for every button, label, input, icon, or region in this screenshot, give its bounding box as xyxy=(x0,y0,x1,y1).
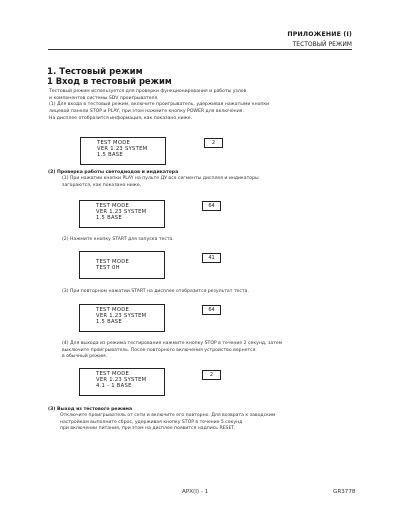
lcd-display-4 xyxy=(79,304,165,332)
intro-line: Тестовый режим используется для проверки функционирования и работы узлов xyxy=(49,89,247,94)
text-line: (1) При нажатии кнопки PLAY на пульте ДУ все сегменты дисплея и индикаторы xyxy=(62,176,259,181)
intro-line: На дисплее отобразится информация, как показано ниже. xyxy=(49,115,193,121)
lcd-line: TEST MODE xyxy=(96,259,130,265)
intro-line: лицевой панели STOP и PLAY, при этом нажмите кнопку POWER для включения. xyxy=(49,109,244,115)
section-a-title: (2) Проверка работы светодиодов и индикатора xyxy=(48,170,179,175)
key-indicator-2: 64 xyxy=(202,201,221,211)
lcd-line: VER 1.23 SYSTEM xyxy=(96,313,147,319)
lcd-display-2 xyxy=(79,200,165,228)
lcd-line: 1.5 BASE xyxy=(97,152,123,158)
lcd-display-5 xyxy=(79,368,165,396)
section-b-title: (3) Выход из тестового режима xyxy=(48,407,133,412)
lcd-line: TEST MODE xyxy=(96,203,130,209)
intro-paragraph xyxy=(49,89,269,123)
step-2-text: (2) Нажмите кнопку START для запуска теста. xyxy=(62,237,174,242)
text-line: выключите проигрыватель. После повторного включения устройство вернется xyxy=(62,347,256,353)
text-line: (4) Для выхода из режима тестирования нажмите кнопку STOP в течение 2 секунд, затем xyxy=(62,341,283,346)
section-a-text xyxy=(62,176,259,189)
lcd-line: TEST 0H xyxy=(96,265,120,271)
document-code: GR3778 xyxy=(333,489,356,495)
text-line: настройкам выполните сброс, удерживая кнопку STOP в течение 5 секунд xyxy=(60,419,243,425)
appendix-title: ПРИЛОЖЕНИЕ (I) xyxy=(287,31,352,38)
key-indicator-3: 41 xyxy=(202,253,221,263)
lcd-display-3 xyxy=(79,251,165,279)
lcd-line: TEST MODE xyxy=(97,140,131,146)
step-4-text xyxy=(62,341,282,361)
lcd-line: 1.5 BASE xyxy=(96,215,122,221)
lcd-line: VER 1.23 SYSTEM xyxy=(97,146,148,152)
key-indicator-5: 2 xyxy=(202,370,221,380)
text-line: загораются, как показано ниже. xyxy=(62,182,142,188)
page-number: APX(I) - 1 xyxy=(182,489,209,495)
lcd-display-1 xyxy=(80,137,166,165)
chapter-title: 1. Тестовый режим xyxy=(47,67,143,77)
lcd-line: VER 1.23 SYSTEM xyxy=(96,209,147,215)
header-divider xyxy=(48,49,352,50)
section-heading: 1 Вход в тестовый режим xyxy=(47,76,172,86)
text-line: при включении питания, при этом на дисплее появится надпись RESET. xyxy=(60,426,236,432)
lcd-line: TEST MODE xyxy=(96,371,130,377)
lcd-line: TEST MODE xyxy=(96,307,130,313)
intro-line: (1) Для входа в тестовый режим, включите проигрыватель, удерживая нажатыми кнопки xyxy=(49,102,270,108)
lcd-line: 4.1 - 1 BASE xyxy=(96,383,132,389)
section-subtitle: ТЕСТОВЫЙ РЕЖИМ xyxy=(292,41,352,48)
lcd-line: VER 1.23 SYSTEM xyxy=(96,377,147,383)
intro-line: и компонентов системы SDV проигрывателя. xyxy=(49,95,159,101)
section-b-text xyxy=(60,413,275,433)
text-line: в обычный режим. xyxy=(62,354,108,360)
key-indicator-1: 2 xyxy=(204,138,223,148)
step-3-text: (3) При повторном нажатии START на дисплее отобразится результат теста. xyxy=(62,289,249,294)
lcd-line: 1.5 BASE xyxy=(96,319,122,325)
text-line: Отключите проигрыватель от сети и включите его повторно. Для возврата к заводским xyxy=(60,413,276,418)
key-indicator-4: 64 xyxy=(202,305,221,315)
